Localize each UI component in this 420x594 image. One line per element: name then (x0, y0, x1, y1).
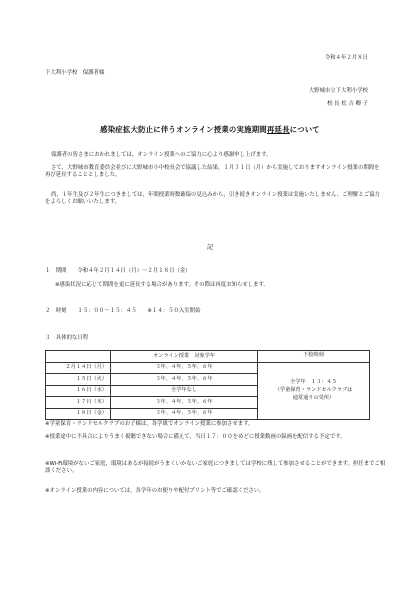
note-wifi: ※Wi-Fi環境がないご家庭，環境はあるが接続がうまくいかないご家庭につきましては学校に残して参加させることができます。担任までご相談ください。 (45, 461, 386, 475)
schedule-label: ３ 具体的な日程 (45, 335, 89, 341)
paragraph-grades: 尚，１年生及び２年生につきましては，年間授業時数確保の見込みから，引き続きオンライン授業は実施いたしません。ご理解とご協力をよろしくお願いいたします。 (45, 192, 380, 206)
row-date: １５日（火） (46, 374, 111, 386)
paragraph-thanks: 保護者の皆さまにおかれましては，オンライン授業へのご協力に心より感謝申し上げます。 (51, 152, 272, 158)
table-header-date (46, 351, 111, 363)
dismissal-cell (258, 362, 370, 420)
sender-school: 大野城市立下大利小学校 (308, 88, 368, 94)
title-main: 感染症拡大防止に伴うオンライン授業の実施期間 (100, 125, 267, 134)
period-label: １ 期間 令和４年２月１４日（月）～２月１８日（金） (45, 268, 191, 274)
note-recording: ※授業途中に不具合によりうまく視聴できない場合に備えて，当日１７：００をめどに授業動画の録画を配信する予定です。 (45, 434, 346, 440)
issue-date: 令和４年２月８日 (324, 55, 368, 61)
row-grades: ３年、４年、５年、６年 (111, 374, 258, 386)
recipient: 下大利小学校 保護者様 (45, 70, 105, 76)
paragraph-extension: さて，大野城市教育委員会並びに大野城市小中校長会で協議した結果，１月３１日（月）から実施しておりますオンライン授業の期間を再び延長することとしました。 (45, 165, 380, 179)
note-gakudo: ※学童保育・ランドセルクラブのお子様は，各学級でオンライン授業に参加させます。 (45, 421, 254, 427)
time-label: ２ 時刻 １５：００～１５：４５ ※１４：５０入室開始 (45, 308, 201, 314)
row-date: １７日（木） (46, 397, 111, 409)
table-header-dismissal: 下校時刻 (258, 351, 370, 363)
row-grades: ３年、４年、５年、６年 (111, 397, 258, 409)
dismissal-note-line2: 通常通りの受所） (292, 394, 335, 401)
row-date: １６日（水） (46, 385, 111, 397)
table-header-grades: オンライン授業 対象学年 (111, 351, 258, 363)
row-grades: ３年、４年、５年、６年 (111, 408, 258, 420)
row-grades: ３年、４年、５年、６年 (111, 362, 258, 374)
title-emphasis: 再延長 (266, 125, 290, 134)
dismissal-note-line1: （学童保育・ランドセルクラブは (274, 386, 353, 393)
ki-heading: 記 (206, 244, 214, 251)
table-header-row (46, 351, 370, 363)
title-suffix: について (289, 125, 320, 134)
row-grades: 全学年なし (111, 385, 258, 397)
note-content: ※オンライン授業の内容については，各学年のお便りや配付プリント等でご確認ください。 (45, 488, 265, 494)
table-row (46, 362, 370, 374)
row-date: ２月１４日（月） (46, 362, 111, 374)
schedule-table (45, 350, 370, 420)
page-title (0, 125, 420, 135)
period-note: ※感染状況に応じて期間を更に延長する場合があります。その際は再度お知らせします。 (55, 282, 269, 288)
dismissal-time: 全学年 １３：４５ (290, 379, 337, 386)
sender-principal: 校 長 松 吉 卿 子 (327, 101, 368, 107)
row-date: １８日（金） (46, 408, 111, 420)
